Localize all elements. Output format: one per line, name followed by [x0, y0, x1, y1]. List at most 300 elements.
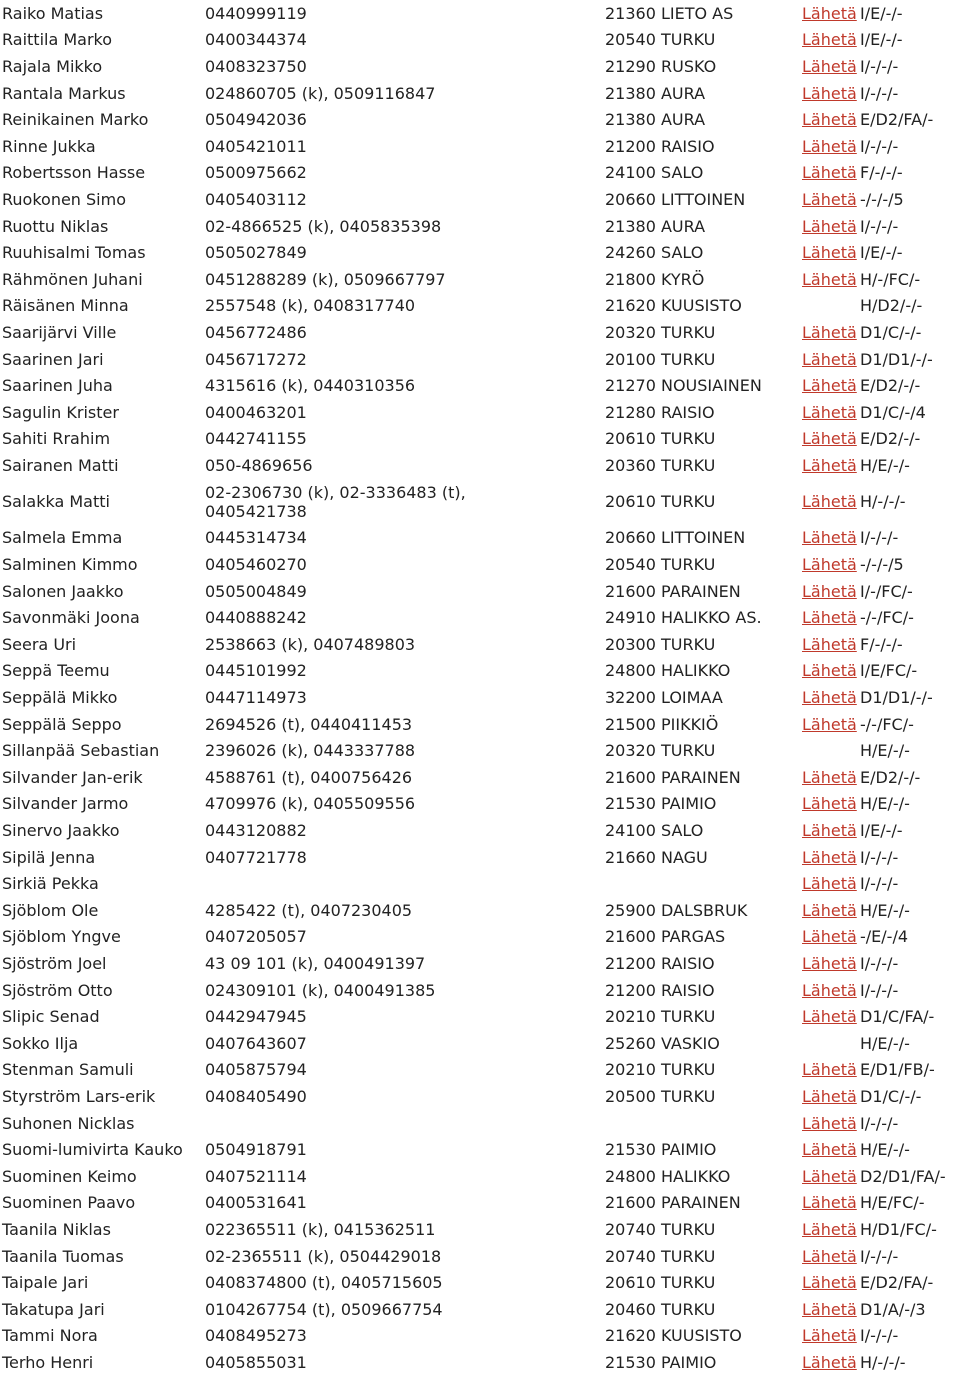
- table-row: [0, 1083, 960, 1110]
- contact-city: 20360 TURKU: [605, 455, 716, 475]
- license-classes: D1/C/-/-: [860, 322, 922, 342]
- license-classes: I/E/-/-: [860, 3, 903, 23]
- contact-city: 24260 SALO: [605, 243, 704, 263]
- send-link-cell: [802, 239, 858, 266]
- contact-city: 21600 PARAINEN: [605, 581, 741, 601]
- contact-city: 20300 TURKU: [605, 634, 716, 654]
- contact-phone: 4709976 (k), 0405509556: [205, 794, 416, 814]
- contact-name: Sagulin Krister: [2, 402, 119, 422]
- license-classes: I/E/-/-: [860, 821, 903, 841]
- contact-name: Slipic Senad: [2, 1007, 100, 1027]
- table-row: [0, 1323, 960, 1350]
- license-classes: E/D2/FA/-: [860, 110, 934, 130]
- contact-city: 32200 LOIMAA: [605, 688, 723, 708]
- license-classes: I/-/-/-: [860, 1113, 899, 1133]
- contact-phone: 0443120882: [205, 821, 307, 841]
- contact-name: Saarijärvi Ville: [2, 322, 117, 342]
- contact-phone: 0408374800 (t), 0405715605: [205, 1273, 443, 1293]
- contact-phone: 0400463201: [205, 402, 307, 422]
- table-row: [0, 133, 960, 160]
- send-link[interactable]: Lähetä: [802, 1273, 857, 1293]
- table-row: [0, 631, 960, 658]
- table-row: [0, 844, 960, 871]
- table-row: [0, 106, 960, 133]
- contact-city: 20610 TURKU: [605, 429, 716, 449]
- send-link[interactable]: Lähetä: [802, 402, 857, 422]
- contact-city: 24100 SALO: [605, 163, 704, 183]
- send-link[interactable]: Lähetä: [802, 874, 857, 894]
- contact-city: 20500 TURKU: [605, 1086, 716, 1106]
- contact-name: Suominen Paavo: [2, 1193, 136, 1213]
- table-row: [0, 1349, 960, 1376]
- contact-name: Silvander Jan-erik: [2, 767, 143, 787]
- contact-name: Taanila Niklas: [2, 1219, 111, 1239]
- license-classes: D2/D1/FA/-: [860, 1166, 946, 1186]
- contact-city: 20740 TURKU: [605, 1219, 716, 1239]
- table-row: [0, 266, 960, 293]
- contact-phone: 024309101 (k), 0400491385: [205, 980, 436, 1000]
- send-link[interactable]: Lähetä: [802, 492, 857, 512]
- send-link-cell: [802, 346, 858, 373]
- table-row: [0, 1003, 960, 1030]
- contact-name: Seppä Teemu: [2, 661, 110, 681]
- send-link[interactable]: Lähetä: [802, 634, 857, 654]
- contact-phone: 0451288289 (k), 0509667797: [205, 269, 446, 289]
- license-classes: D1/A/-/3: [860, 1299, 926, 1319]
- send-link-cell: [802, 684, 858, 711]
- license-classes: I/E/-/-: [860, 30, 903, 50]
- table-row: [0, 897, 960, 924]
- contact-phone: 4285422 (t), 0407230405: [205, 900, 413, 920]
- send-link[interactable]: Lähetä: [802, 322, 857, 342]
- send-link-cell: [802, 372, 858, 399]
- send-link[interactable]: Lähetä: [802, 528, 857, 548]
- contact-city: [605, 1110, 800, 1137]
- table-row: [0, 293, 960, 320]
- license-classes: I/-/-/-: [860, 953, 899, 973]
- contact-phone: 0447114973: [205, 688, 307, 708]
- send-link[interactable]: Lähetä: [802, 189, 857, 209]
- contact-phone: [205, 1110, 600, 1137]
- send-link-cell: [802, 426, 858, 453]
- license-classes: I/-/-/-: [860, 528, 899, 548]
- send-link[interactable]: Lähetä: [802, 794, 857, 814]
- send-link[interactable]: Lähetä: [802, 661, 857, 681]
- contact-city: 21360 LIETO AS: [605, 3, 734, 23]
- send-link[interactable]: Lähetä: [802, 1086, 857, 1106]
- contact-city: 20540 TURKU: [605, 555, 716, 575]
- table-row: [0, 684, 960, 711]
- contact-city: 21620 KUUSISTO: [605, 296, 742, 316]
- contact-name: Stenman Samuli: [2, 1060, 134, 1080]
- send-link[interactable]: Lähetä: [802, 608, 857, 628]
- contact-name: Suominen Keimo: [2, 1166, 137, 1186]
- send-link[interactable]: Lähetä: [802, 1166, 857, 1186]
- contact-city: 21280 RAISIO: [605, 402, 715, 422]
- table-row: [0, 1296, 960, 1323]
- send-link-cell: [802, 844, 858, 871]
- table-row: [0, 817, 960, 844]
- contact-phone: 0407521114: [205, 1166, 307, 1186]
- send-link-cell: [802, 604, 858, 631]
- contact-city: 20740 TURKU: [605, 1246, 716, 1266]
- contact-phone: 02-4866525 (k), 0405835398: [205, 216, 442, 236]
- contact-phone: 0407643607: [205, 1033, 307, 1053]
- license-classes: I/-/-/-: [860, 847, 899, 867]
- license-classes: E/D2/-/-: [860, 376, 921, 396]
- send-link[interactable]: Lähetä: [802, 767, 857, 787]
- table-row: [0, 1110, 960, 1137]
- contact-name: Taipale Jari: [2, 1273, 89, 1293]
- contact-name: Rinne Jukka: [2, 136, 96, 156]
- send-link-cell: [802, 791, 858, 818]
- contact-phone: 0408405490: [205, 1086, 307, 1106]
- contact-phone: 0400531641: [205, 1193, 307, 1213]
- license-classes: H/E/-/-: [860, 794, 910, 814]
- send-link[interactable]: Lähetä: [802, 714, 857, 734]
- send-link[interactable]: Lähetä: [802, 1352, 857, 1372]
- send-link-cell: [802, 160, 858, 187]
- contact-city: 20540 TURKU: [605, 30, 716, 50]
- table-row: [0, 791, 960, 818]
- license-classes: H/E/-/-: [860, 1140, 910, 1160]
- license-classes: I/-/-/-: [860, 136, 899, 156]
- send-link[interactable]: Lähetä: [802, 1193, 857, 1213]
- send-link[interactable]: Lähetä: [802, 847, 857, 867]
- contact-name: Taanila Tuomas: [2, 1246, 124, 1266]
- contact-name: Suhonen Nicklas: [2, 1113, 135, 1133]
- table-row: [0, 80, 960, 107]
- send-link-cell: [802, 977, 858, 1004]
- license-classes: F/-/-/-: [860, 634, 903, 654]
- send-link-cell: [802, 764, 858, 791]
- table-row: [0, 1216, 960, 1243]
- contact-phone: 0408495273: [205, 1326, 307, 1346]
- contact-name: Sjöblom Yngve: [2, 927, 121, 947]
- contact-name: Rajala Mikko: [2, 56, 103, 76]
- contact-phone: 0445101992: [205, 661, 307, 681]
- table-row: [0, 186, 960, 213]
- send-link-cell: [802, 293, 858, 320]
- contact-city: 20100 TURKU: [605, 349, 716, 369]
- license-classes: E/D2/FA/-: [860, 1273, 934, 1293]
- contact-city: 21200 RAISIO: [605, 953, 715, 973]
- license-classes: D1/C/-/4: [860, 402, 926, 422]
- contact-phone: 0405460270: [205, 555, 307, 575]
- contact-phone: 050-4869656: [205, 455, 313, 475]
- contact-name: Sairanen Matti: [2, 455, 119, 475]
- contact-phone: 02-2365511 (k), 0504429018: [205, 1246, 442, 1266]
- contact-phone: 0405855031: [205, 1352, 307, 1372]
- send-link-cell: [802, 1083, 858, 1110]
- send-link[interactable]: Lähetä: [802, 1060, 857, 1080]
- contact-name: Sjöström Otto: [2, 980, 113, 1000]
- table-row: [0, 525, 960, 552]
- send-link[interactable]: Lähetä: [802, 688, 857, 708]
- contact-name: Sillanpää Sebastian: [2, 741, 160, 761]
- send-link-cell: [802, 80, 858, 107]
- send-link[interactable]: Lähetä: [802, 1246, 857, 1266]
- send-link[interactable]: Lähetä: [802, 1219, 857, 1239]
- contact-phone: 2396026 (k), 0443337788: [205, 741, 416, 761]
- license-classes: H/E/-/-: [860, 741, 910, 761]
- contact-name: Ruuhisalmi Tomas: [2, 243, 146, 263]
- table-row: [0, 53, 960, 80]
- contact-city: 21530 PAIMIO: [605, 1352, 717, 1372]
- send-link-cell: [802, 924, 858, 951]
- send-link[interactable]: Lähetä: [802, 83, 857, 103]
- send-link-cell: [802, 551, 858, 578]
- contact-name: Silvander Jarmo: [2, 794, 129, 814]
- contact-name: Raittila Marko: [2, 30, 113, 50]
- license-classes: H/E/FC/-: [860, 1193, 925, 1213]
- contact-city: 20610 TURKU: [605, 492, 716, 512]
- table-row: [0, 658, 960, 685]
- contact-name: Takatupa Jari: [2, 1299, 105, 1319]
- send-link-cell: [802, 711, 858, 738]
- send-link-cell: [802, 658, 858, 685]
- contact-phone: 0408323750: [205, 56, 307, 76]
- license-classes: -/E/-/4: [860, 927, 909, 947]
- contact-phone: 0500975662: [205, 163, 307, 183]
- send-link[interactable]: Lähetä: [802, 429, 857, 449]
- send-link-cell: [802, 1003, 858, 1030]
- send-link-cell: [802, 106, 858, 133]
- contact-name: Ruottu Niklas: [2, 216, 109, 236]
- contact-name: Sinervo Jaakko: [2, 821, 120, 841]
- contact-city: 21600 PARGAS: [605, 927, 726, 947]
- license-classes: H/D1/FC/-: [860, 1219, 937, 1239]
- contact-city: 25900 DALSBRUK: [605, 900, 748, 920]
- table-row: [0, 213, 960, 240]
- contact-city: 21620 KUUSISTO: [605, 1326, 742, 1346]
- license-classes: E/D1/FB/-: [860, 1060, 935, 1080]
- contact-name: Sahiti Rrahim: [2, 429, 111, 449]
- contact-name: Tammi Nora: [2, 1326, 98, 1346]
- table-row: [0, 0, 960, 27]
- contact-city: 25260 VASKIO: [605, 1033, 720, 1053]
- table-row: [0, 977, 960, 1004]
- license-classes: H/E/-/-: [860, 1033, 910, 1053]
- license-classes: -/-/FC/-: [860, 714, 914, 734]
- send-link-cell: [802, 817, 858, 844]
- contact-city: 20320 TURKU: [605, 741, 716, 761]
- send-link[interactable]: Lähetä: [802, 1326, 857, 1346]
- send-link-cell: [802, 1349, 858, 1376]
- table-row: [0, 737, 960, 764]
- contact-name: Seppälä Seppo: [2, 714, 122, 734]
- send-link[interactable]: Lähetä: [802, 927, 857, 947]
- contact-city: 20660 LITTOINEN: [605, 528, 746, 548]
- contact-phone: 0440888242: [205, 608, 307, 628]
- send-link-cell: [802, 319, 858, 346]
- table-row: [0, 604, 960, 631]
- table-row: [0, 426, 960, 453]
- send-link-cell: [802, 53, 858, 80]
- contact-city: 21380 AURA: [605, 83, 706, 103]
- contact-city: 21660 NAGU: [605, 847, 708, 867]
- table-row: [0, 452, 960, 479]
- table-row: [0, 1030, 960, 1057]
- contact-name: Savonmäki Joona: [2, 608, 140, 628]
- contact-city: 21800 KYRÖ: [605, 269, 705, 289]
- send-link-cell: [802, 950, 858, 977]
- license-classes: I/E/-/-: [860, 243, 903, 263]
- table-row: [0, 160, 960, 187]
- contact-phone: 0456772486: [205, 322, 307, 342]
- send-link-cell: [802, 213, 858, 240]
- contact-city: 20320 TURKU: [605, 322, 716, 342]
- license-classes: E/D2/-/-: [860, 429, 921, 449]
- table-row: [0, 924, 960, 951]
- send-link-cell: [802, 27, 858, 54]
- table-row: [0, 764, 960, 791]
- contact-name: Rantala Markus: [2, 83, 126, 103]
- contact-phone: 0400344374: [205, 30, 307, 50]
- table-row: [0, 578, 960, 605]
- send-link[interactable]: Lähetä: [802, 30, 857, 50]
- contact-name: Salmela Emma: [2, 528, 123, 548]
- license-classes: H/D2/-/-: [860, 296, 923, 316]
- contact-name: Robertsson Hasse: [2, 163, 146, 183]
- license-classes: F/-/-/-: [860, 163, 903, 183]
- contact-city: 21270 NOUSIAINEN: [605, 376, 762, 396]
- contact-phone: 0505027849: [205, 243, 307, 263]
- contact-name: Salakka Matti: [2, 492, 110, 512]
- contact-phone: 0407721778: [205, 847, 307, 867]
- table-row: [0, 1190, 960, 1217]
- table-row: [0, 1163, 960, 1190]
- table-row: [0, 319, 960, 346]
- send-link[interactable]: Lähetä: [802, 1113, 857, 1133]
- contact-phone: 0405875794: [205, 1060, 307, 1080]
- send-link-cell: [802, 1216, 858, 1243]
- send-link[interactable]: Lähetä: [802, 1007, 857, 1027]
- contact-name: Sjöblom Ole: [2, 900, 99, 920]
- contact-phone: 0405421011: [205, 136, 307, 156]
- contact-city: 21500 PIIKKIÖ: [605, 714, 719, 734]
- contact-city: 21380 AURA: [605, 216, 706, 236]
- contact-phone: 0442947945: [205, 1007, 307, 1027]
- send-link[interactable]: Lähetä: [802, 821, 857, 841]
- table-row: [0, 399, 960, 426]
- contact-name: Seppälä Mikko: [2, 688, 118, 708]
- contact-city: 24910 HALIKKO AS.: [605, 608, 762, 628]
- contact-phone: 0405403112: [205, 189, 307, 209]
- license-classes: I/-/-/-: [860, 1326, 899, 1346]
- license-classes: H/E/-/-: [860, 455, 910, 475]
- license-classes: E/D2/-/-: [860, 767, 921, 787]
- contact-phone: 2557548 (k), 0408317740: [205, 296, 416, 316]
- table-row: [0, 1243, 960, 1270]
- send-link-cell: [802, 479, 858, 525]
- send-link[interactable]: Lähetä: [802, 1140, 857, 1160]
- send-link[interactable]: Lähetä: [802, 163, 857, 183]
- send-link[interactable]: Lähetä: [802, 581, 857, 601]
- license-classes: -/-/-/5: [860, 555, 904, 575]
- send-link[interactable]: Lähetä: [802, 555, 857, 575]
- contact-name: Saarinen Jari: [2, 349, 104, 369]
- send-link[interactable]: Lähetä: [802, 136, 857, 156]
- send-link-cell: [802, 578, 858, 605]
- send-link-cell: [802, 1323, 858, 1350]
- license-classes: H/-/FC/-: [860, 269, 921, 289]
- contact-phone: 0504942036: [205, 110, 307, 130]
- table-row: [0, 27, 960, 54]
- contact-city: 21200 RAISIO: [605, 980, 715, 1000]
- send-link-cell: [802, 1190, 858, 1217]
- contact-phone: [205, 870, 600, 897]
- license-classes: I/-/-/-: [860, 874, 899, 894]
- send-link[interactable]: Lähetä: [802, 455, 857, 475]
- license-classes: I/-/-/-: [860, 980, 899, 1000]
- table-row: [0, 950, 960, 977]
- send-link[interactable]: Lähetä: [802, 376, 857, 396]
- license-classes: D1/D1/-/-: [860, 349, 933, 369]
- contact-city: 24100 SALO: [605, 821, 704, 841]
- license-classes: I/-/-/-: [860, 1246, 899, 1266]
- license-classes: D1/D1/-/-: [860, 688, 933, 708]
- contact-phone: 2538663 (k), 0407489803: [205, 634, 416, 654]
- send-link[interactable]: Lähetä: [802, 349, 857, 369]
- license-classes: D1/C/FA/-: [860, 1007, 935, 1027]
- send-link[interactable]: Lähetä: [802, 269, 857, 289]
- table-row: [0, 551, 960, 578]
- send-link-cell: [802, 525, 858, 552]
- send-link[interactable]: Lähetä: [802, 900, 857, 920]
- contact-name: Raiko Matias: [2, 3, 104, 23]
- contact-name: Sokko Ilja: [2, 1033, 79, 1053]
- table-row: [0, 870, 960, 897]
- table-row: [0, 1269, 960, 1296]
- contact-name: Saarinen Juha: [2, 376, 113, 396]
- send-link[interactable]: Lähetä: [802, 243, 857, 263]
- send-link[interactable]: Lähetä: [802, 3, 857, 23]
- contact-city: 21200 RAISIO: [605, 136, 715, 156]
- license-classes: I/-/FC/-: [860, 581, 913, 601]
- send-link-cell: [802, 186, 858, 213]
- send-link-cell: [802, 1296, 858, 1323]
- contact-phone: 0442741155: [205, 429, 307, 449]
- contact-city: 20660 LITTOINEN: [605, 189, 746, 209]
- send-link-cell: [802, 897, 858, 924]
- send-link-cell: [802, 870, 858, 897]
- contact-city: 20460 TURKU: [605, 1299, 716, 1319]
- send-link-cell: [802, 1030, 858, 1057]
- contact-city: 24800 HALIKKO: [605, 661, 731, 681]
- send-link[interactable]: Lähetä: [802, 980, 857, 1000]
- send-link[interactable]: Lähetä: [802, 110, 857, 130]
- contact-name: Seera Uri: [2, 634, 77, 654]
- send-link-cell: [802, 452, 858, 479]
- contact-phone: 4588761 (t), 0400756426: [205, 767, 413, 787]
- table-row: [0, 479, 960, 525]
- contact-phone: 2694526 (t), 0440411453: [205, 714, 413, 734]
- send-link-cell: [802, 631, 858, 658]
- contact-name: Rähmönen Juhani: [2, 269, 143, 289]
- send-link[interactable]: Lähetä: [802, 953, 857, 973]
- contact-city: 21600 PARAINEN: [605, 767, 741, 787]
- contact-city: 21600 PARAINEN: [605, 1193, 741, 1213]
- contact-phone: 0505004849: [205, 581, 307, 601]
- contact-name: Sjöström Joel: [2, 953, 107, 973]
- send-link[interactable]: Lähetä: [802, 216, 857, 236]
- contact-city: 21290 RUSKO: [605, 56, 717, 76]
- send-link[interactable]: Lähetä: [802, 1299, 857, 1319]
- send-link-cell: [802, 1057, 858, 1084]
- license-classes: H/-/-/-: [860, 1352, 906, 1372]
- send-link[interactable]: Lähetä: [802, 56, 857, 76]
